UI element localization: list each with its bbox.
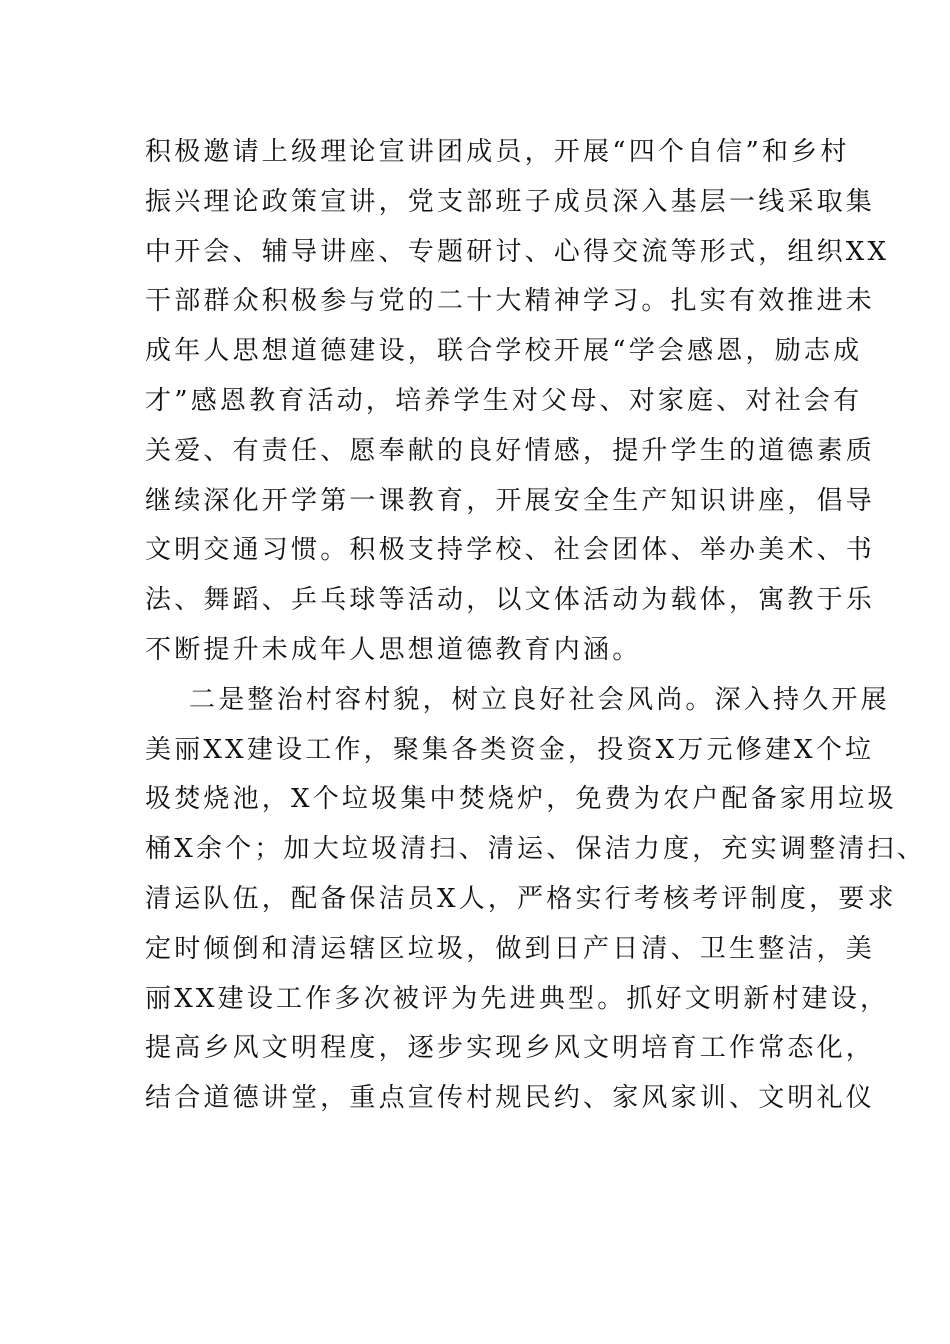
text-line: 中开会、辅导讲座、专题研讨、心得交流等形式，组织XX bbox=[145, 236, 890, 267]
text-line: 关爱、有责任、愿奉献的良好情感，提升学生的道德素质 bbox=[145, 435, 876, 466]
text-line: 美丽XX建设工作，聚集各类资金，投资X万元修建X个垃 bbox=[145, 734, 875, 765]
text-line: 干部群众积极参与党的二十大精神学习。扎实有效推进未 bbox=[145, 286, 876, 317]
text-line: 圾焚烧池，X个垃圾集中焚烧炉，免费为农户配备家用垃圾 bbox=[145, 784, 897, 815]
text-line: 成年人思想道德建设，联合学校开展“学会感恩，励志成 bbox=[145, 336, 863, 367]
text-line: 不断提升未成年人思想道德教育内涵。 bbox=[145, 634, 642, 665]
text-line: 振兴理论政策宣讲，党支部班子成员深入基层一线采取集 bbox=[145, 186, 876, 217]
text-line: 提高乡风文明程度，逐步实现乡风文明培育工作常态化， bbox=[145, 1033, 876, 1064]
text-line: 定时倾倒和清运辖区垃圾，做到日产日清、卫生整洁，美 bbox=[145, 933, 876, 964]
text-line: 桶X余个；加大垃圾清扫、清运、保洁力度，充实调整清扫、 bbox=[145, 834, 926, 865]
text-line: 丽XX建设工作多次被评为先进典型。抓好文明新村建设， bbox=[145, 983, 890, 1014]
text-line: 继续深化开学第一课教育，开展安全生产知识讲座，倡导 bbox=[145, 485, 876, 516]
body-text bbox=[145, 128, 926, 1124]
text-line: 文明交通习惯。积极支持学校、社会团体、举办美术、书 bbox=[145, 535, 876, 566]
text-line: 法、舞蹈、乒乓球等活动，以文体活动为载体，寓教于乐 bbox=[145, 585, 876, 616]
text-line: 积极邀请上级理论宣讲团成员，开展“四个自信”和乡村 bbox=[145, 137, 850, 167]
text-line: 清运队伍，配备保洁员X人，严格实行考核考评制度，要求 bbox=[145, 883, 897, 914]
text-line: 才”感恩教育活动，培养学生对父母、对家庭、对社会有 bbox=[145, 385, 863, 416]
text-line: 结合道德讲堂，重点宣传村规民约、家风家训、文明礼仪 bbox=[145, 1083, 876, 1114]
paragraph-start-line: 二是整治村容村貌，树立良好社会风尚。深入持久开展 bbox=[189, 684, 890, 715]
